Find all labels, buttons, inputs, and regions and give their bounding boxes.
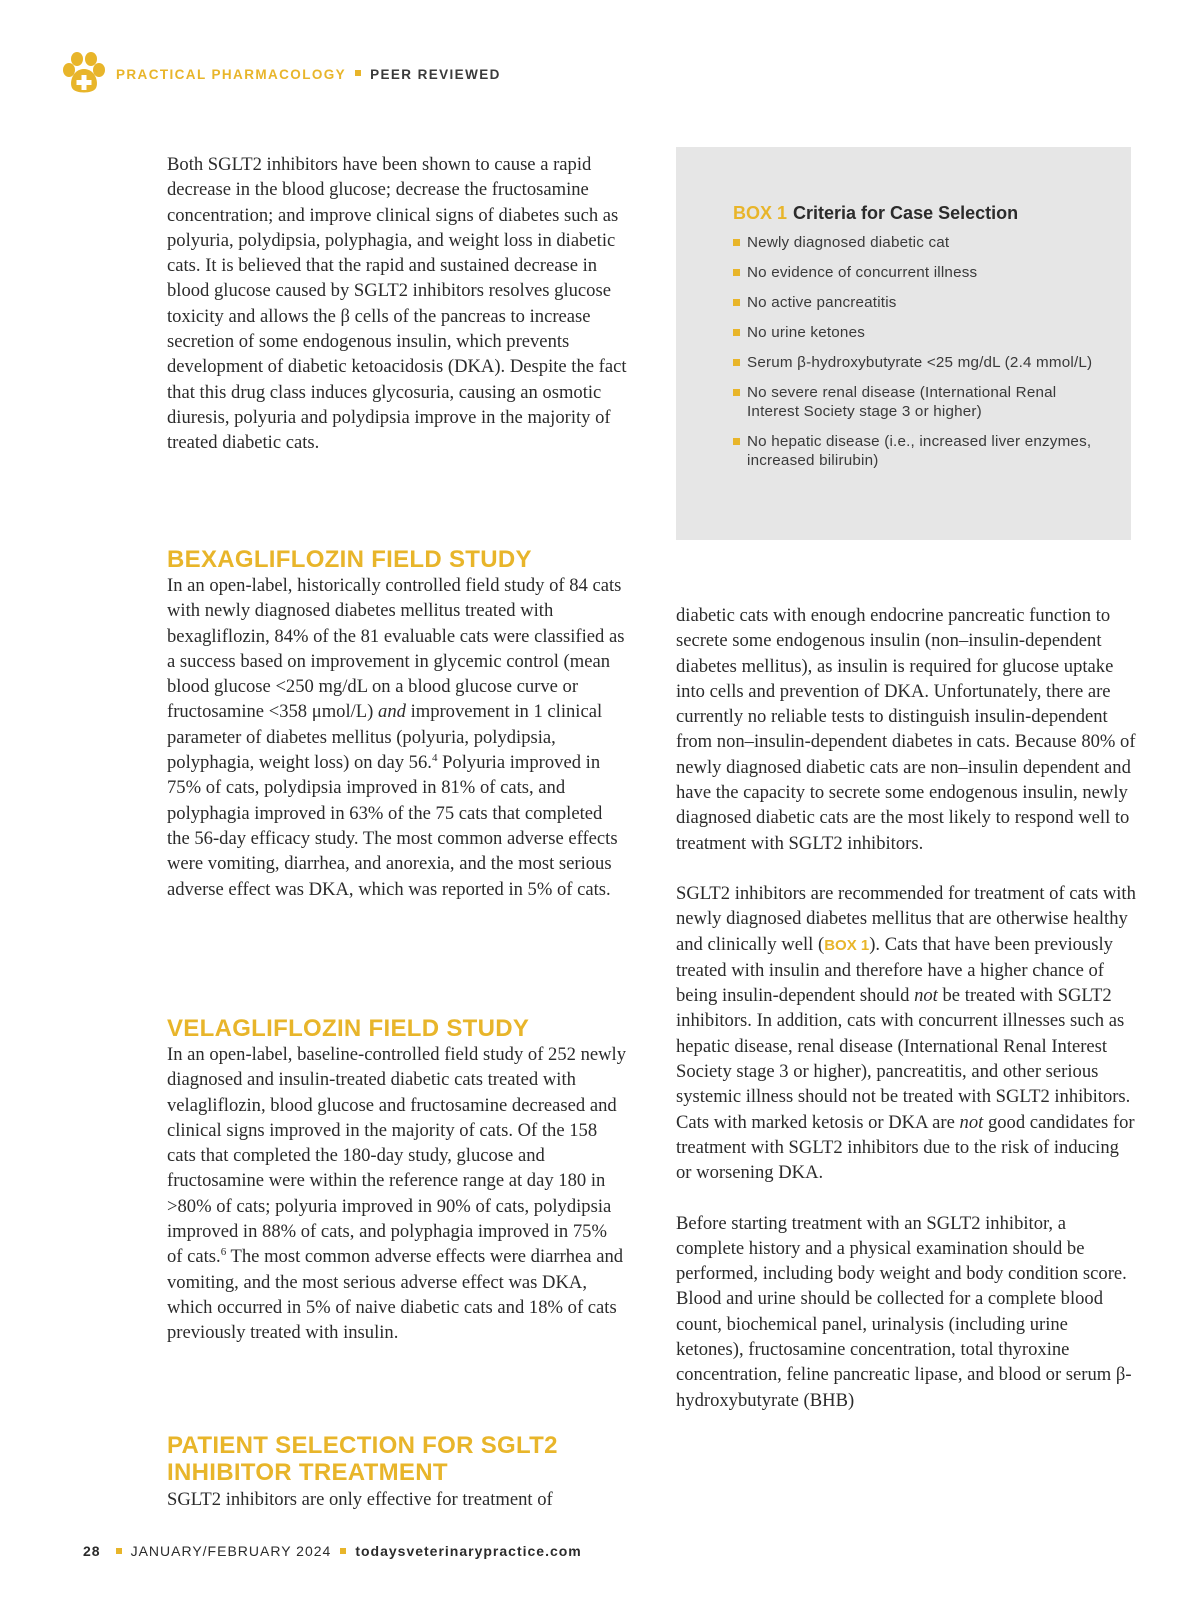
bullet-square-icon: [733, 299, 740, 306]
recommendation-paragraph: [676, 881, 1136, 1186]
paw-cross-icon: [60, 52, 108, 96]
bexagliflozin-text-c: Polyuria improved in 75% of cats, polydipsia improved in 81% of cats, and polyphagia improved in 63% of the 75 cats that completed the 56-day efficacy study. The most common adverse effects were vomiting, diarrhea, and anorexia, and the most serious adverse effect was DKA, which was reported in 5% of cats.: [167, 752, 618, 900]
list-item-text: Serum β-hydroxybutyrate <25 mg/dL (2.4 mmol/L): [747, 354, 1093, 371]
list-item-text: No evidence of concurrent illness: [747, 264, 978, 281]
page-number: 28: [83, 1543, 101, 1559]
reference-superscript: 4: [431, 751, 438, 764]
bullet-square-icon: [733, 329, 740, 336]
bullet-square-icon: [733, 269, 740, 276]
patient-selection-continuation: diabetic cats with enough endocrine pancreatic function to secrete some endogenous insulin (non–insulin-dependent diabetes mellitus), as insulin is required for glucose uptake into cells and prevention of DKA. Unfortunately, there are currently no reliable tests to distinguish insulin-dependent from non–insulin-dependent diabetes in cats. Because 80% of newly diagnosed diabetic cats are non–insulin dependent and have the capacity to secrete some endogenous insulin, newly diagnosed diabetic cats are the most likely to respond well to treatment with SGLT2 inhibitors.: [676, 605, 1136, 854]
bullet-square-icon: [733, 239, 740, 246]
box-1-reference-link[interactable]: BOX 1: [824, 936, 870, 954]
box-title-text: Criteria for Case Selection: [793, 203, 1019, 223]
velagliflozin-heading: VELAGLIFLOZIN FIELD STUDY: [167, 1015, 530, 1042]
list-item-text: Newly diagnosed diabetic cat: [747, 234, 950, 251]
bexagliflozin-text-b: improvement in 1 clinical parameter of diabetes mellitus (polyuria, polydipsia, polyphagia, weight loss) on day 56.: [167, 701, 603, 774]
bexagliflozin-heading: BEXAGLIFLOZIN FIELD STUDY: [167, 546, 532, 573]
velagliflozin-text-a: In an open-label, baseline-controlled field study of 252 newly diagnosed and insulin-treated diabetic cats treated with velagliflozin, blood glucose and fructosamine decreased and clinical signs improved in the majority of cats. Of the 158 cats that completed the 180-day study, glucose and fructosamine were within the reference range at day 180 in >80% of cats; polyuria improved in 90% of cats, polydipsia improved in 88% of cats, and polyphagia improved in 75% of cats.: [167, 1044, 627, 1268]
heading-line-2: INHIBITOR TREATMENT: [167, 1459, 448, 1486]
bexagliflozin-paragraph: [167, 573, 627, 902]
website-link[interactable]: todaysveterinarypractice.com: [355, 1543, 582, 1559]
page-header: [60, 52, 501, 96]
patient-selection-text-start: SGLT2 inhibitors are only effective for treatment of: [167, 1489, 553, 1510]
list-item: [733, 383, 1108, 421]
bexagliflozin-text-a: In an open-label, historically controlled field study of 84 cats with newly diagnosed diabetes mellitus treated with bexagliflozin, 84% of the 81 evaluable cats were classified as a success based on improvement in glycemic control (mean blood glucose <250 mg/dL on a blood glucose curve or fructosamine <358 μmol/L): [167, 575, 625, 723]
para2-text-c: be treated with SGLT2 inhibitors. In addition, cats with concurrent illnesses such as hepatic disease, renal disease (International Renal Interest Society stage 3 or higher), pancreatitis, and other serious systemic illness should not be treated with SGLT2 inhibitors. Cats with marked ketosis or DKA are: [676, 985, 1131, 1133]
para2-text-a: SGLT2 inhibitors are recommended for treatment of cats with newly diagnosed diabetes mellitus that are otherwise healthy and clinically well (: [676, 882, 1136, 955]
box-number: BOX 1: [733, 203, 788, 223]
separator-square: [116, 1548, 122, 1554]
para2-emphasis-2: not: [959, 1111, 984, 1133]
patient-selection-start: [167, 1487, 627, 1512]
bexagliflozin-emphasis: and: [378, 701, 406, 723]
intro-paragraph: [167, 152, 627, 456]
bullet-square-icon: [733, 359, 740, 366]
pre-treatment-paragraph: Before starting treatment with an SGLT2 inhibitor, a complete history and a physical examination should be performed, including body weight and body condition score. Blood and urine should be collected for a complete blood count, biochemical panel, urinalysis (including urine ketones), fructosamine concentration, total thyroxine concentration, feline pancreatic lipase, and blood or serum β-hydroxybutyrate (BHB): [676, 1212, 1132, 1411]
reference-superscript: 6: [220, 1246, 227, 1259]
list-item: [733, 432, 1108, 470]
right-column: [676, 603, 1136, 1413]
issue-date: JANUARY/FEBRUARY 2024: [130, 1543, 332, 1559]
criteria-list: [733, 233, 1108, 481]
intro-text: Both SGLT2 inhibitors have been shown to cause a rapid decrease in the blood glucose; decrease the fructosamine concentration; and improve clinical signs of diabetes such as polyuria, polydipsia, polyphagia, and weight loss in diabetic cats. It is believed that the rapid and sustained decrease in blood glucose caused by SGLT2 inhibitors resolves glucose toxicity and allows the β cells of the pancreas to increase secretion of some endogenous insulin, which prevents development of diabetic ketoacidosis (DKA). Despite the fact that this drug class induces glycosuria, causing an osmotic diuresis, polyuria and polydipsia improve in the majority of treated diabetic cats.: [167, 154, 627, 454]
peer-reviewed-label: PEER REVIEWED: [370, 66, 501, 82]
separator-square: [355, 70, 361, 76]
list-item: [733, 353, 1108, 372]
velagliflozin-text-b: The most common adverse effects were diarrhea and vomiting, and the most serious adverse effect was DKA, which occurred in 5% of naive diabetic cats and 18% of cats previously treated with insulin.: [167, 1246, 624, 1344]
box-title: [733, 203, 1018, 224]
list-item: [733, 233, 1108, 252]
page-footer: [83, 1543, 582, 1559]
list-item-text: No urine ketones: [747, 324, 866, 341]
box-1-criteria: [676, 147, 1131, 540]
velagliflozin-paragraph: [167, 1042, 627, 1346]
heading-line-1: PATIENT SELECTION FOR SGLT2: [167, 1432, 558, 1459]
list-item-text: No severe renal disease (International Renal Interest Society stage 3 or higher): [747, 384, 1057, 420]
patient-selection-heading: [167, 1432, 637, 1486]
list-item-text: No active pancreatitis: [747, 294, 897, 311]
list-item: [733, 323, 1108, 342]
list-item: [733, 293, 1108, 312]
para2-text-b: ). Cats that have been previously treated with insulin and therefore have a higher chance of being insulin-dependent should: [676, 933, 1113, 1007]
bullet-square-icon: [733, 389, 740, 396]
separator-square: [340, 1548, 346, 1554]
list-item-text: No hepatic disease (i.e., increased liver enzymes, increased bilirubin): [747, 433, 1092, 469]
section-label: PRACTICAL PHARMACOLOGY: [116, 66, 347, 82]
para2-text-d: good candidates for treatment with SGLT2 inhibitors due to the risk of inducing or worsening DKA.: [676, 1111, 1135, 1184]
bullet-square-icon: [733, 438, 740, 445]
list-item: [733, 263, 1108, 282]
para2-emphasis-1: not: [914, 985, 938, 1007]
